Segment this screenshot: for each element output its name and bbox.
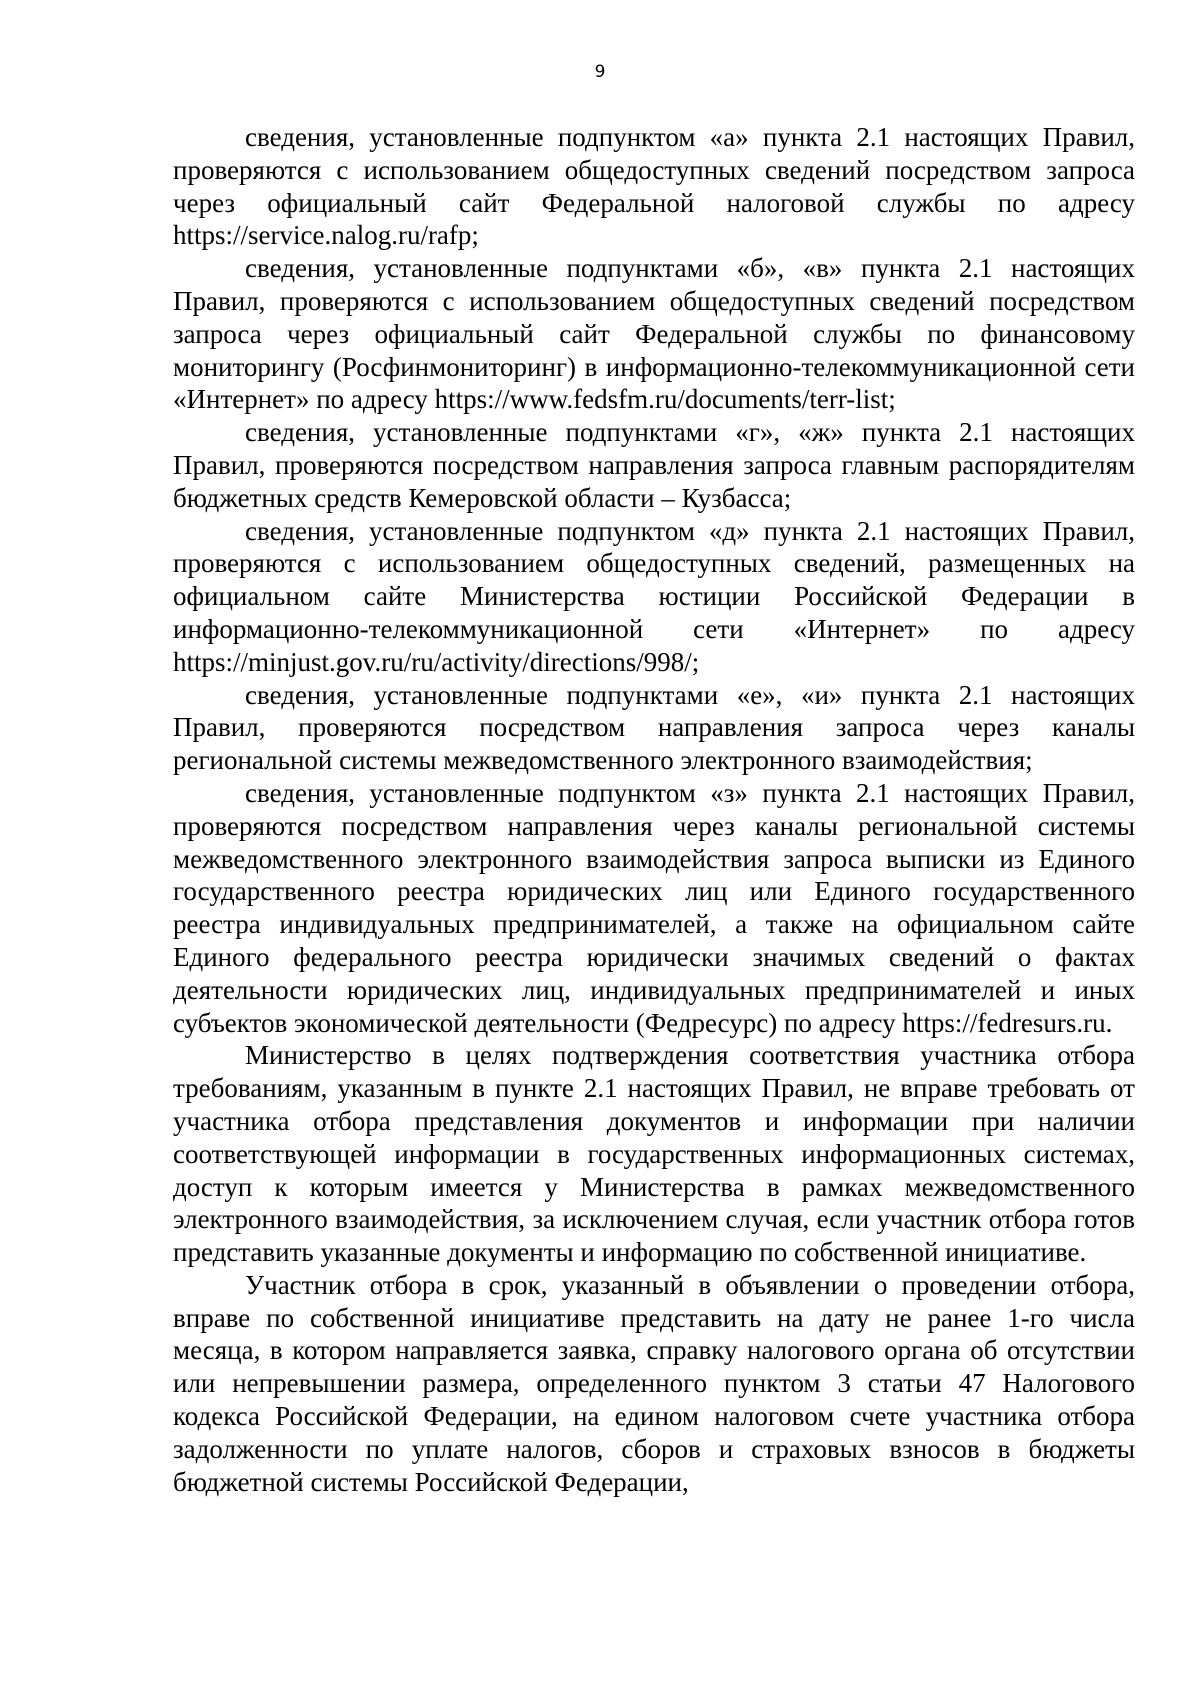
- paragraph-2: сведения, установленные подпунктами «б», «в» пункта 2.1 настоящих Правил, проверяются с использованием общедоступных сведений посредством запроса через официальный сайт Федеральной службы по финансовому мониторингу (Росфинмониторинг) в информационно-телекоммуникационной сети «Интернет» по адресу https://www.fedsfm.ru/documents/terr-list;: [173, 253, 1135, 415]
- paragraph-6: сведения, установленные подпунктом «з» пункта 2.1 настоящих Правил, проверяются посредством направления через каналы региональной системы межведомственного электронного взаимодействия запроса выписки из Единого государственного реестра юридических лиц или Единого государственного реестра индивидуальных предпринимателей, а также на официальном сайте Единого федерального реестра юридически значимых сведений о фактах деятельности юридических лиц, индивидуальных предпринимателей и иных субъектов экономической деятельности (Федресурс) по адресу https://fedresurs.ru.: [173, 777, 1135, 1038]
- paragraph-5: сведения, установленные подпунктами «е», «и» пункта 2.1 настоящих Правил, проверяются посредством направления запроса через каналы региональной системы межведомственного электронного взаимодействия;: [173, 679, 1135, 776]
- paragraph-7: Министерство в целях подтверждения соответствия участника отбора требованиям, указанным в пункте 2.1 настоящих Правил, не вправе требовать от участника отбора представления документов и информации при наличии соответствующей информации в государственных информационных системах, доступ к которым имеется у Министерства в рамках межведомственного электронного взаимодействия, за исключением случая, если участник отбора готов представить указанные документы и информацию по собственной инициативе.: [173, 1040, 1135, 1268]
- paragraph-8: Участник отбора в срок, указанный в объявлении о проведении отбора, вправе по собственной инициативе представить на дату не ранее 1-го числа месяца, в котором направляется заявка, справку налогового органа об отсутствии или непревышении размера, определенного пунктом 3 статьи 47 Налогового кодекса Российской Федерации, на едином налоговом счете участника отбора задолженности по уплате налогов, сборов и страховых взносов в бюджеты бюджетной системы Российской Федерации,: [173, 1269, 1135, 1497]
- paragraph-3: сведения, установленные подпунктами «г», «ж» пункта 2.1 настоящих Правил, проверяются посредством направления запроса главным распорядителям бюджетных средств Кемеровской области – Кузбасса;: [173, 417, 1135, 513]
- paragraph-1: сведения, установленные подпунктом «а» пункта 2.1 настоящих Правил, проверяются с использованием общедоступных сведений посредством запроса через официальный сайт Федеральной налоговой службы по адресу https://service.nalog.ru/rafp;: [173, 122, 1135, 251]
- document-body: [173, 121, 1135, 1498]
- paragraph-4: сведения, установленные подпунктом «д» пункта 2.1 настоящих Правил, проверяются с использованием общедоступных сведений, размещенных на официальном сайте Министерства юстиции Российской Федерации в информационно-телекоммуникационной сети «Интернет» по адресу https://minjust.gov.ru/ru/activity/directions/998/;: [173, 515, 1135, 677]
- page-number: 9: [594, 62, 606, 82]
